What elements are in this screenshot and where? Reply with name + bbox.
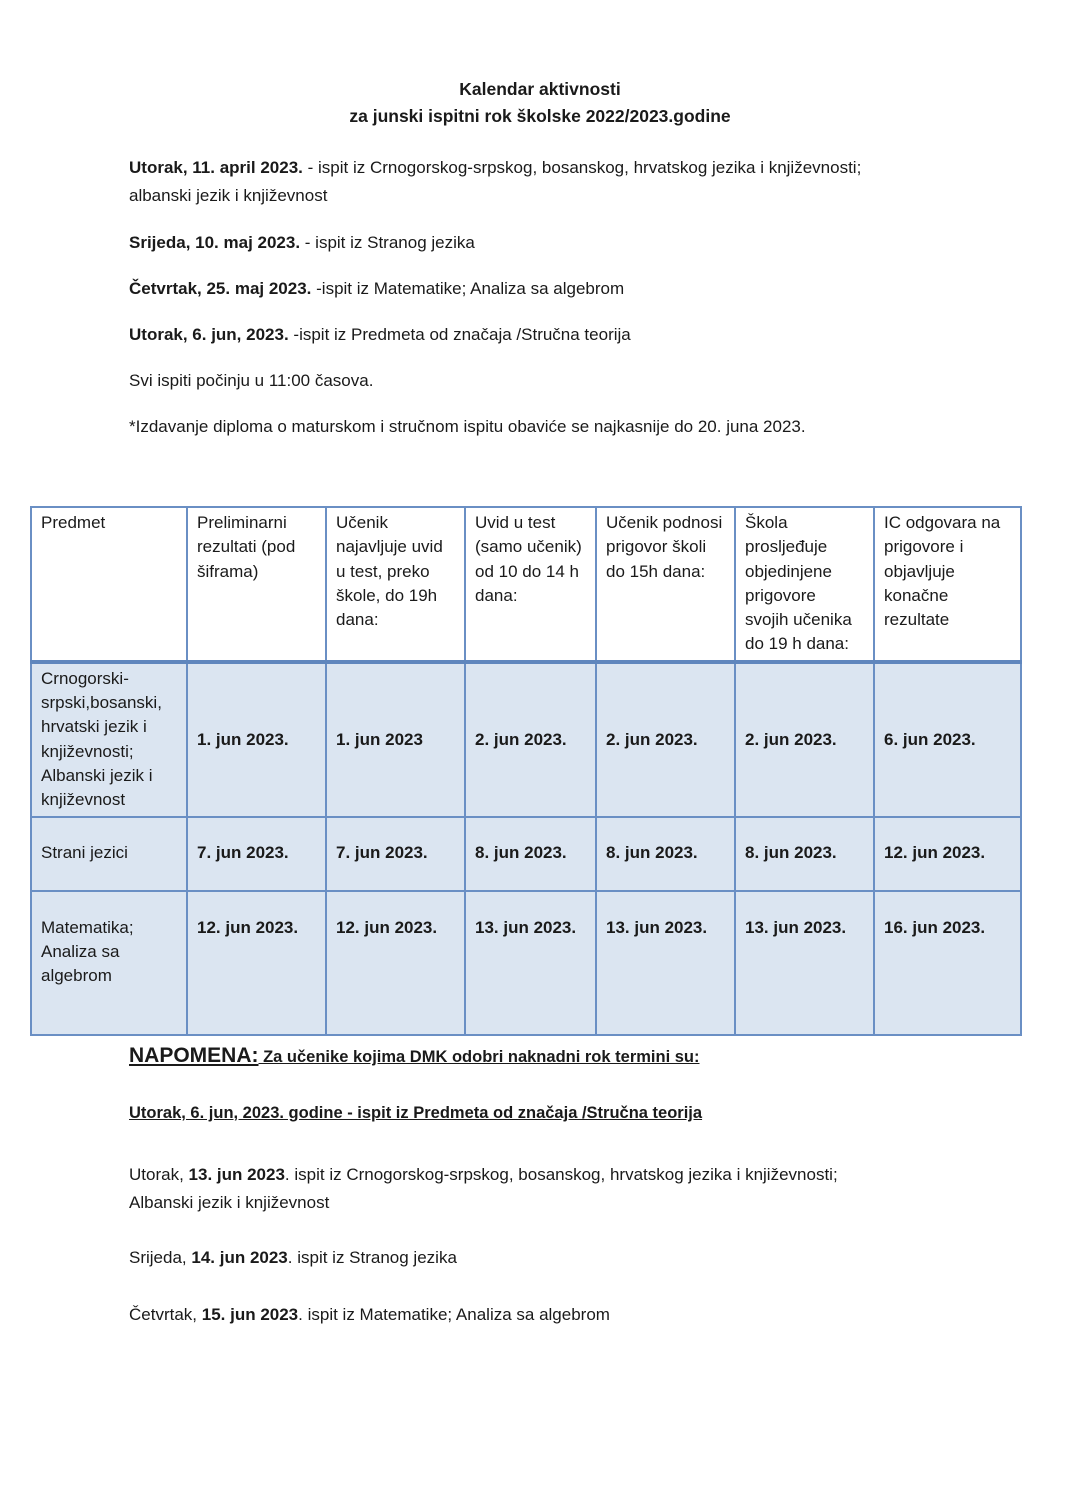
date-cell: 13. jun 2023. bbox=[596, 891, 735, 1035]
date-cell: 2. jun 2023. bbox=[735, 662, 874, 817]
date-cell: 8. jun 2023. bbox=[465, 817, 596, 891]
start-time-note: Svi ispiti počinju u 11:00 časova. bbox=[129, 371, 374, 390]
header-cell-final: IC odgovara na prigovore i objavljuje konačne rezultate bbox=[874, 507, 1021, 662]
late-exam-entry-3: Četvrtak, 15. jun 2023. ispit iz Matematike; Analiza sa algebrom bbox=[129, 1305, 610, 1324]
late-exam-entry-1: Utorak, 13. jun 2023. ispit iz Crnogorskog-srpskog, bosanskog, hrvatskog jezika i književnosti; bbox=[129, 1165, 838, 1184]
schedule-table bbox=[30, 506, 1022, 1036]
date-cell: 7. jun 2023. bbox=[187, 817, 326, 891]
date-cell: 2. jun 2023. bbox=[596, 662, 735, 817]
date-cell: 8. jun 2023. bbox=[735, 817, 874, 891]
exam-entry-2 bbox=[129, 230, 475, 256]
date-cell: 2. jun 2023. bbox=[465, 662, 596, 817]
exam-entry-4 bbox=[129, 322, 631, 348]
header-cell-forward: Škola prosljeđuje objedinjene prigovore svojih učenika do 19 h dana: bbox=[735, 507, 874, 662]
exam-date: Utorak, 11. april 2023. bbox=[129, 158, 303, 177]
late-exam-entry-1-cont: Albanski jezik i književnost bbox=[129, 1193, 330, 1212]
date-cell: 12. jun 2023. bbox=[874, 817, 1021, 891]
header-cell-preliminary: Preliminarni rezultati (pod šiframa) bbox=[187, 507, 326, 662]
header-cell-subject: Predmet bbox=[31, 507, 187, 662]
napomena-text: Za učenike kojima DMK odobri naknadni rok termini su: bbox=[258, 1048, 700, 1066]
date-cell: 13. jun 2023. bbox=[465, 891, 596, 1035]
exam-date: Utorak, 6. jun, 2023. bbox=[129, 325, 289, 344]
exam-text: -ispit iz Matematike; Analiza sa algebrom bbox=[311, 279, 625, 298]
document-subtitle: za junski ispitni rok školske 2022/2023.godine bbox=[349, 106, 731, 126]
header-cell-review: Uvid u test (samo učenik) od 10 do 14 h dana: bbox=[465, 507, 596, 662]
date-cell: 12. jun 2023. bbox=[187, 891, 326, 1035]
exam-entry-3 bbox=[129, 276, 624, 302]
exam-entry-1-cont: albanski jezik i književnost bbox=[129, 186, 328, 205]
date-cell: 8. jun 2023. bbox=[596, 817, 735, 891]
date-cell: 1. jun 2023. bbox=[187, 662, 326, 817]
date-cell: 16. jun 2023. bbox=[874, 891, 1021, 1035]
header-cell-announce: Učenik najavljuje uvid u test, preko škole, do 19h dana: bbox=[326, 507, 465, 662]
late-exam-date: 14. jun 2023 bbox=[191, 1248, 288, 1267]
exam-entry-1 bbox=[129, 155, 861, 181]
document-title: Kalendar aktivnosti bbox=[459, 79, 621, 99]
subject-cell: Crnogorski-srpski,bosanski, hrvatski jezik i književnosti; Albanski jezik i književnost bbox=[31, 662, 187, 817]
date-cell: 7. jun 2023. bbox=[326, 817, 465, 891]
late-exam-date: 15. jun 2023 bbox=[201, 1305, 299, 1324]
date-cell: 1. jun 2023 bbox=[326, 662, 465, 817]
subject-cell: Matematika; Analiza sa algebrom bbox=[31, 891, 187, 1035]
late-exam-entry-2: Srijeda, 14. jun 2023. ispit iz Stranog jezika bbox=[129, 1248, 457, 1267]
exam-text: - ispit iz Crnogorskog-srpskog, bosanskog, hrvatskog jezika i književnosti; bbox=[302, 158, 862, 177]
napomena-heading bbox=[129, 1044, 700, 1068]
date-cell: 12. jun 2023. bbox=[326, 891, 465, 1035]
table-header-row bbox=[31, 507, 1021, 662]
table-row bbox=[31, 662, 1021, 817]
date-cell: 13. jun 2023. bbox=[735, 891, 874, 1035]
exam-text: - ispit iz Stranog jezika bbox=[300, 233, 475, 252]
napomena-label: NAPOMENA: bbox=[129, 1044, 259, 1067]
late-exam-date: 13. jun 2023 bbox=[188, 1165, 285, 1184]
exam-date: Srijeda, 10. maj 2023. bbox=[129, 233, 301, 252]
header-cell-complaint: Učenik podnosi prigovor školi do 15h dana: bbox=[596, 507, 735, 662]
subject-cell: Strani jezici bbox=[31, 817, 187, 891]
date-cell: 6. jun 2023. bbox=[874, 662, 1021, 817]
exam-text: -ispit iz Predmeta od značaja /Stručna teorija bbox=[288, 325, 631, 344]
exam-date: Četvrtak, 25. maj 2023. bbox=[129, 279, 312, 298]
diploma-note: *Izdavanje diploma o maturskom i stručnom ispitu obaviće se najkasnije do 20. juna 2023. bbox=[129, 417, 806, 436]
table-row bbox=[31, 817, 1021, 891]
napomena-special-exam: Utorak, 6. jun, 2023. godine - ispit iz Predmeta od značaja /Stručna teorija bbox=[129, 1104, 703, 1122]
table-row bbox=[31, 891, 1021, 1035]
